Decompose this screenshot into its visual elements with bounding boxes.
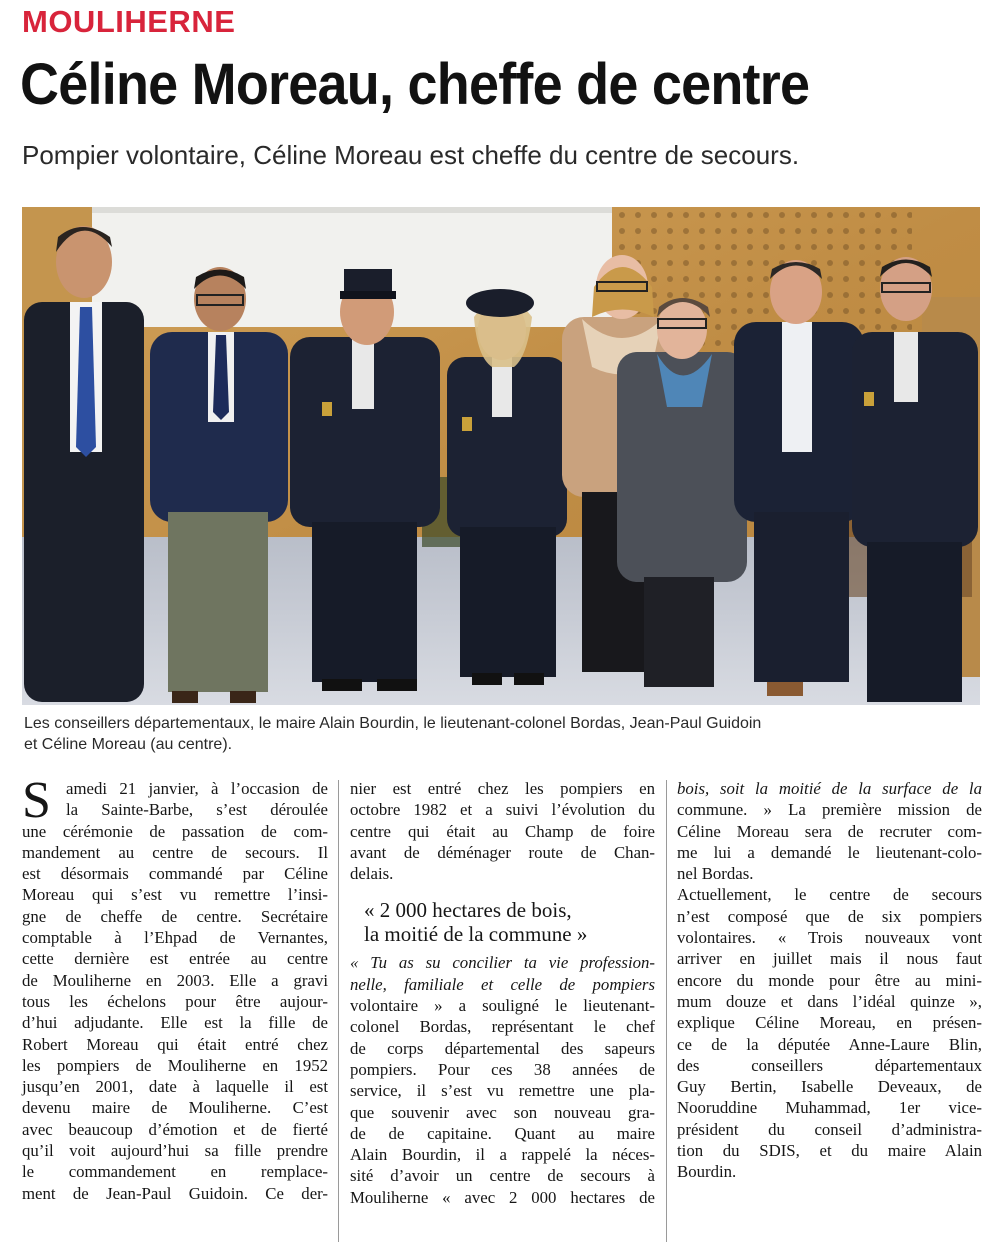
text-line: encore du monde pour être au mini- — [677, 970, 982, 990]
text-line: devenu maire de Mouliherne. C’est — [22, 1098, 328, 1118]
text-line: Bourdin. — [677, 1162, 737, 1182]
column-rule — [666, 780, 667, 1242]
text-line: mum douze et dans l’idéal quinze », — [677, 991, 982, 1011]
text-line: cette dernière est entrée au centre — [22, 949, 328, 969]
text-line: mandement au centre de secours. Il — [22, 842, 328, 862]
text-line: service, il s’est vu remettre une pla- — [350, 1081, 655, 1101]
text-line: comptable à l’Ehpad de Vernantes, — [22, 928, 328, 948]
text-line — [350, 952, 655, 973]
article-column-1 — [22, 772, 328, 1204]
text-line: arriver en juillet mais il nous faut — [677, 949, 982, 969]
quote-line: « 2 000 hectares de bois, — [364, 898, 572, 923]
drop-cap: S — [22, 772, 51, 829]
text-line: colonel Bordas, représentant le chef — [350, 1017, 655, 1037]
text-line: jusqu’en 2001, date à laquelle il est — [22, 1077, 328, 1097]
article-column-3 — [677, 778, 982, 1183]
text-line: est désormais commandé par Céline — [22, 864, 328, 884]
text-line: Guy Bertin, Isabelle Deveaux, de — [677, 1077, 982, 1097]
text-line: tion du SDIS, et du maire Alain — [677, 1141, 982, 1161]
section-kicker: MOULIHERNE — [22, 4, 236, 39]
text-line: nier est entré chez les pompiers en — [350, 779, 655, 798]
text-line: Moreau qui s’est vu remettre l’insi- — [22, 885, 328, 905]
text-line: une cérémonie de passation de com- — [22, 821, 328, 841]
group-photo — [22, 207, 980, 705]
text-line: Robert Moreau qui était entré chez — [22, 1034, 328, 1054]
italic-text: « Tu as su concilier ta vie profession- — [350, 953, 655, 973]
text-line: volontaire » a souligné le lieutenant- — [350, 996, 655, 1016]
pull-quote — [350, 898, 655, 946]
text-line: de corps départemental des sapeurs — [350, 1038, 655, 1058]
text-line: de de capitaine. Quant au maire — [350, 1123, 655, 1143]
caption-line: Les conseillers départementaux, le maire Alain Bourdin, le lieutenant-colonel Bordas, Jean-Paul Guidoin — [24, 715, 762, 732]
text-line: de Mouliherne en 2003. Elle a gravi — [22, 970, 328, 990]
text-line: ment de Jean-Paul Guidoin. Ce der- — [22, 1183, 328, 1203]
text-line: président du conseil d’administra- — [677, 1119, 982, 1139]
italic-text: bois, soit la moitié de la surface de la — [677, 779, 982, 798]
article-column-2 — [350, 778, 655, 1208]
text-line: centre qui était au Champ de foire — [350, 821, 655, 841]
text-line: Nooruddine Muhammad, 1er vice- — [677, 1098, 982, 1118]
text-line: n’est composé que de six pompiers — [677, 906, 982, 926]
text-line: Alain Bourdin, il a rappelé la néces- — [350, 1145, 655, 1165]
text-line: que souvenir avec son nouveau gra- — [350, 1102, 655, 1122]
text-line: Céline Moreau sera de recruter com- — [677, 821, 982, 841]
text-line: avant de déménager route de Chan- — [350, 842, 655, 862]
text-line — [350, 974, 655, 995]
text-line: gne de cheffe de centre. Secrétaire — [22, 906, 328, 926]
text-line: la Sainte-Barbe, s’est déroulée — [66, 800, 328, 820]
quote-line: la moitié de la commune » — [364, 922, 588, 947]
text-line: delais. — [350, 864, 394, 884]
text-line: les pompiers de Mouliherne en 1952 — [22, 1055, 328, 1075]
headline: Céline Moreau, cheffe de centre — [20, 52, 810, 117]
text-line: commune. » La première mission de — [677, 800, 982, 820]
text-line: d’hui adjudante. Elle est la fille de — [22, 1013, 328, 1033]
text-line: Mouliherne « avec 2 000 hectares de — [350, 1187, 655, 1207]
text-line: pompiers. Pour ces 38 années de — [350, 1059, 655, 1079]
text-line: des conseillers départementaux — [677, 1055, 982, 1075]
text-line: le commandement en remplace- — [22, 1162, 328, 1182]
text-line: qu’il voit aujourd’hui sa fille prendre — [22, 1141, 328, 1161]
text-line: sité d’avoir un centre de secours à — [350, 1166, 655, 1186]
text-line: me lui a demandé le lieutenant-colo- — [677, 842, 982, 862]
text-line: nel Bordas. — [677, 864, 754, 884]
text-line: avec beaucoup d’émotion et de fierté — [22, 1119, 328, 1139]
caption-line: et Céline Moreau (au centre). — [24, 736, 233, 753]
text-line: ce de la députée Anne-Laure Blin, — [677, 1034, 982, 1054]
text-line: explique Céline Moreau, en présen- — [677, 1013, 982, 1033]
column-rule — [338, 780, 339, 1242]
text-line — [677, 778, 982, 799]
text-line: volontaires. « Trois nouveaux vont — [677, 928, 982, 948]
text-line: amedi 21 janvier, à l’occasion de — [66, 779, 328, 798]
photo-caption — [24, 713, 974, 755]
text-line: Actuellement, le centre de secours — [677, 885, 982, 905]
italic-text: nelle, familiale et celle de pompiers — [350, 974, 655, 994]
text-line: tous les échelons pour être aujour- — [22, 991, 328, 1011]
deck-subtitle: Pompier volontaire, Céline Moreau est cheffe du centre de secours. — [22, 140, 800, 170]
text-line: octobre 1982 et a suivi l’évolution du — [350, 800, 655, 820]
